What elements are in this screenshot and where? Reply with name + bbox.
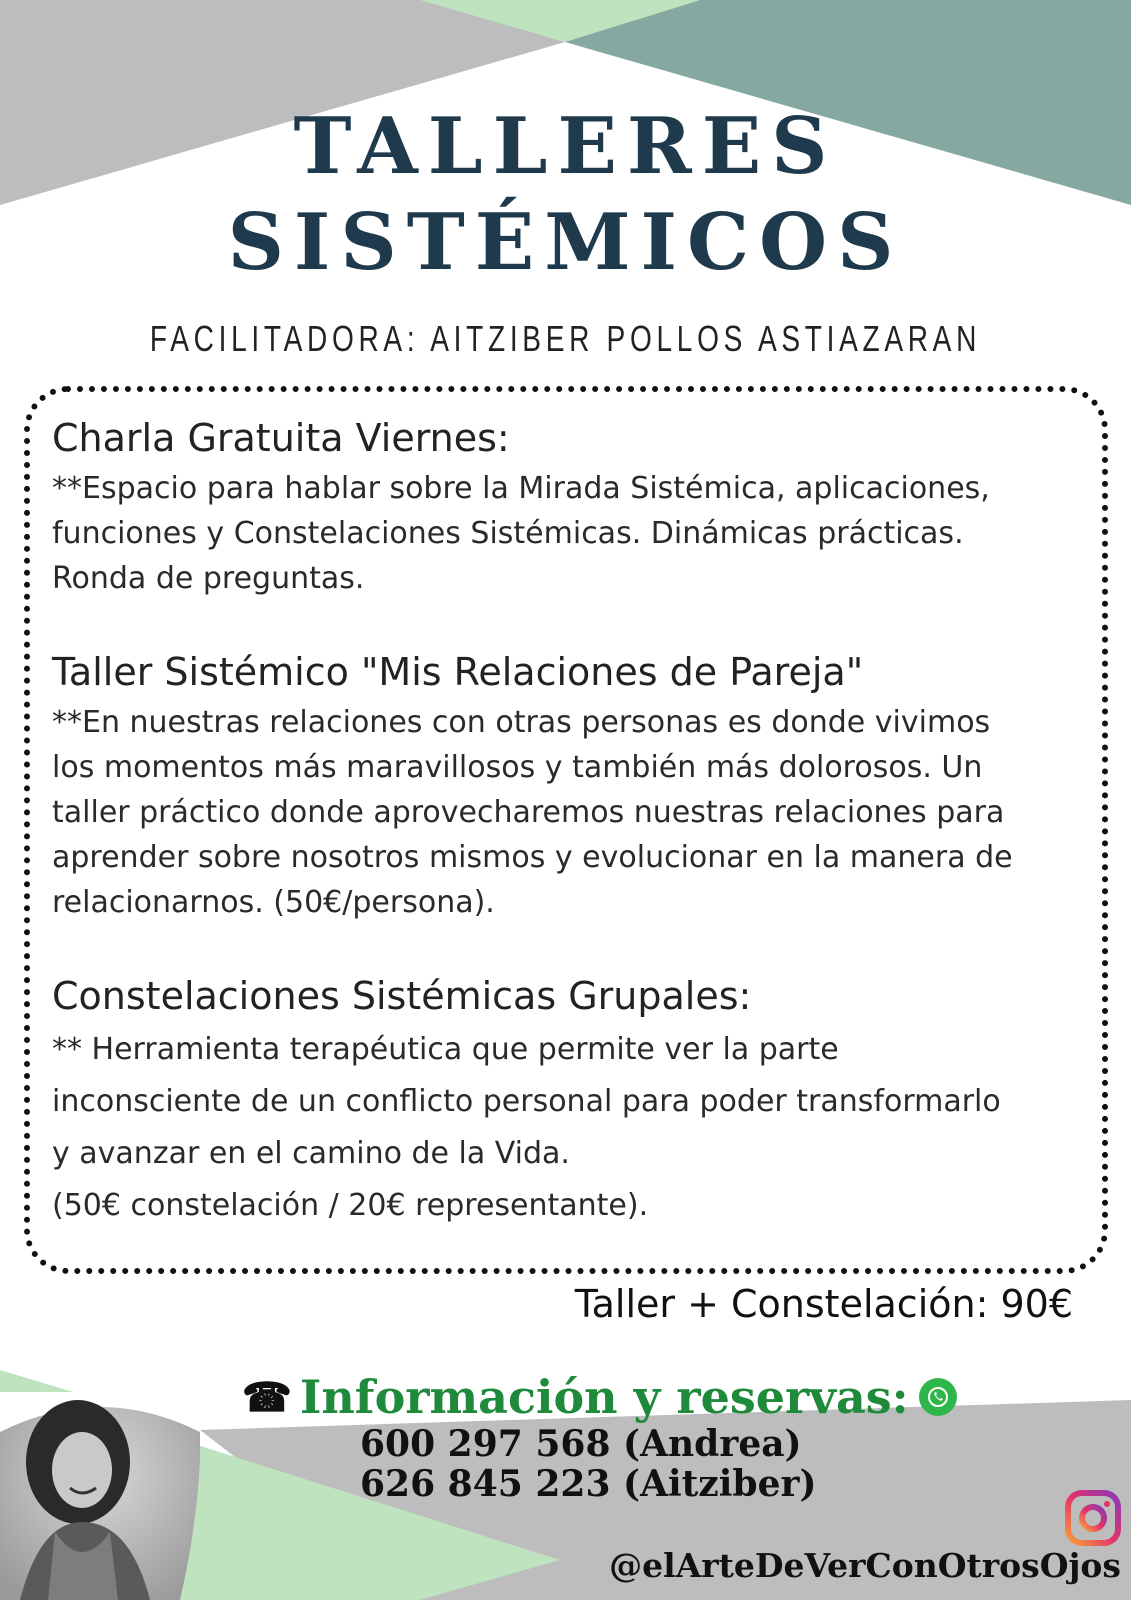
facilitator-subtitle: FACILITADORA: AITZIBER POLLOS ASTIAZARAN xyxy=(149,318,982,359)
instagram-icon[interactable] xyxy=(1064,1489,1122,1547)
text-line: (50€ constelación / 20€ representante). xyxy=(52,1187,649,1223)
text-line: aprender sobre nosotros mismos y evolucionar en la manera de xyxy=(52,839,1013,875)
section-charla xyxy=(52,416,1102,601)
section-heading: Taller Sistémico "Mis Relaciones de Pareja" xyxy=(52,650,864,694)
instagram-handle[interactable]: @elArteDeVerConOtrosOjos xyxy=(609,1546,1121,1585)
phone-numbers xyxy=(360,1424,817,1504)
section-text xyxy=(52,466,1102,601)
whatsapp-icon[interactable] xyxy=(919,1378,957,1416)
section-heading: Charla Gratuita Viernes: xyxy=(52,416,510,460)
text-line: y avanzar en el camino de la Vida. xyxy=(52,1135,570,1171)
text-line: inconsciente de un conflicto personal para poder transformarlo xyxy=(52,1083,1001,1119)
page-title-line-2: SISTÉMICOS xyxy=(227,197,904,288)
text-line: taller práctico donde aprovecharemos nuestras relaciones para xyxy=(52,794,1005,830)
combo-price: Taller + Constelación: 90€ xyxy=(574,1282,1073,1326)
section-constelaciones xyxy=(52,974,1102,1232)
text-line: relacionarnos. (50€/persona). xyxy=(52,884,495,920)
text-line: Ronda de preguntas. xyxy=(52,560,365,596)
text-line: los momentos más maravillosos y también más dolorosos. Un xyxy=(52,749,983,785)
section-taller-pareja xyxy=(52,650,1102,925)
text-line: ** Herramienta terapéutica que permite ver la parte xyxy=(52,1031,839,1067)
phone-icon: ☎ xyxy=(242,1373,292,1421)
section-heading: Constelaciones Sistémicas Grupales: xyxy=(52,974,752,1018)
text-line: **En nuestras relaciones con otras personas es donde vivimos xyxy=(52,704,991,740)
section-text xyxy=(52,700,1102,925)
text-line: **Espacio para hablar sobre la Mirada Sistémica, aplicaciones, xyxy=(52,470,990,506)
phone-aitziber[interactable]: 626 845 223 (Aitziber) xyxy=(360,1463,817,1505)
contact-heading xyxy=(242,1370,957,1424)
contact-label: Información y reservas: xyxy=(299,1370,909,1424)
text-line: funciones y Constelaciones Sistémicas. Dinámicas prácticas. xyxy=(52,515,964,551)
facilitator-photo xyxy=(0,1392,200,1600)
page-title-line-1: TALLERES xyxy=(293,101,838,192)
phone-andrea[interactable]: 600 297 568 (Andrea) xyxy=(360,1423,802,1465)
section-text xyxy=(52,1024,1102,1232)
